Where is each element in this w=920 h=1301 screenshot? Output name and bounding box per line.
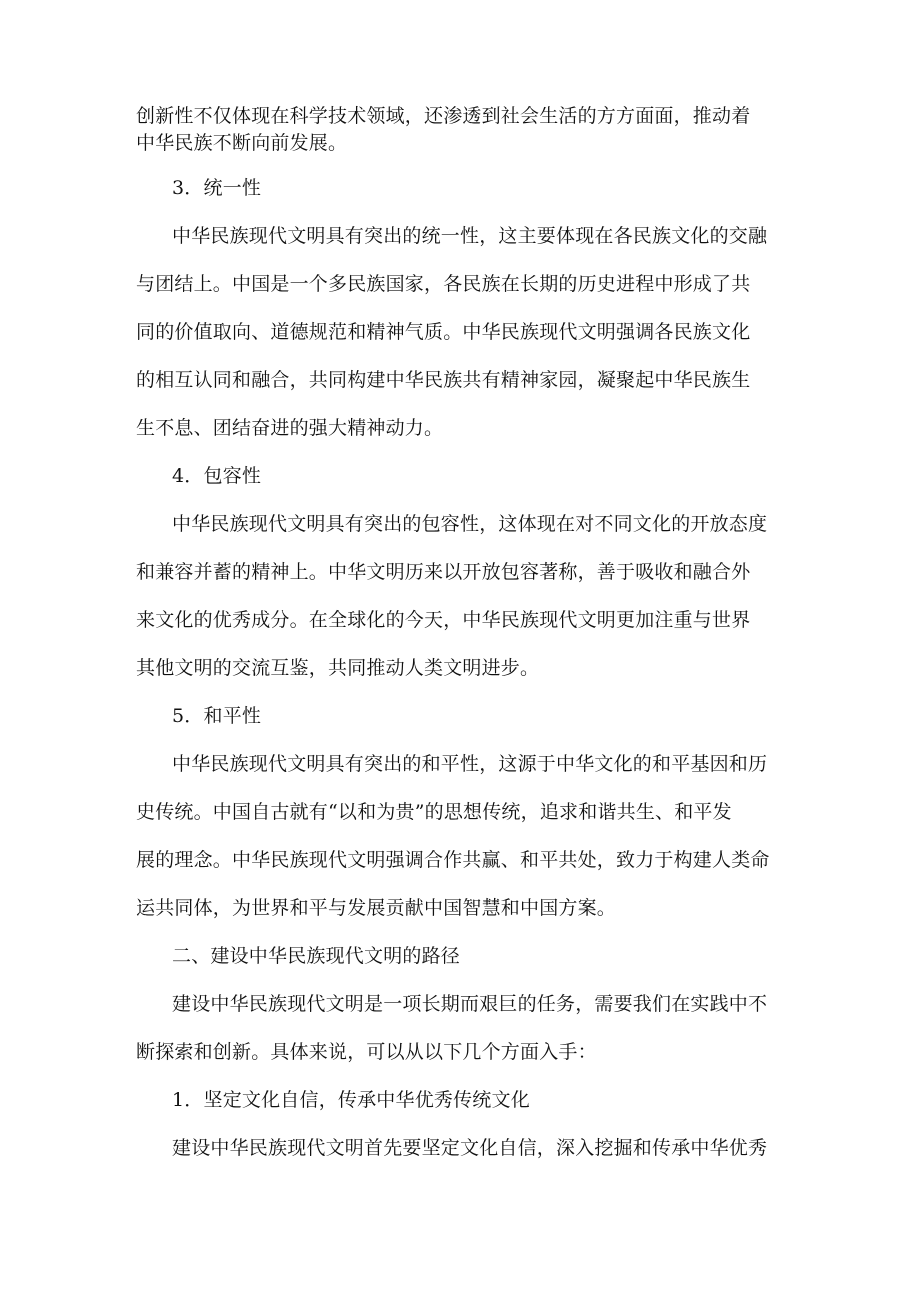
paragraph-line: 中华民族现代文明具有突出的包容性，这体现在对不同文化的开放态度 [172, 513, 768, 535]
section-heading: 5．和平性 [172, 705, 262, 727]
paragraph-line: 中华民族现代文明具有突出的统一性，这主要体现在各民族文化的交融 [172, 225, 768, 247]
paragraph-line: 运共同体，为世界和平与发展贡献中国智慧和中国方案。 [136, 897, 617, 919]
paragraph-line: 和兼容并蓄的精神上。中华文明历来以开放包容著称，善于吸收和融合外 [136, 561, 751, 583]
paragraph-line: 的相互认同和融合，共同构建中华民族共有精神家园，凝聚起中华民族生 [136, 369, 751, 391]
paragraph-line: 与团结上。中国是一个多民族国家，各民族在长期的历史进程中形成了共 [136, 273, 751, 295]
section-heading: 二、建设中华民族现代文明的路径 [172, 945, 461, 967]
paragraph-line: 来文化的优秀成分。在全球化的今天，中华民族现代文明更加注重与世界 [136, 609, 751, 631]
paragraph-line: 中华民族不断向前发展。 [136, 132, 348, 154]
section-heading: 1．坚定文化自信，传承中华优秀传统文化 [172, 1089, 530, 1111]
section-heading: 4．包容性 [172, 465, 262, 487]
paragraph-line: 同的价值取向、道德规范和精神气质。中华民族现代文明强调各民族文化 [136, 321, 751, 343]
paragraph-line: 展的理念。中华民族现代文明强调合作共赢、和平共处，致力于构建人类命 [136, 849, 770, 871]
paragraph-line: 建设中华民族现代文明是一项长期而艰巨的任务，需要我们在实践中不 [172, 993, 768, 1015]
paragraph-line: 生不息、团结奋进的强大精神动力。 [136, 417, 444, 439]
paragraph-line: 建设中华民族现代文明首先要坚定文化自信，深入挖掘和传承中华优秀 [172, 1137, 768, 1159]
paragraph-line: 史传统。中国自古就有“以和为贵”的思想传统，追求和谐共生、和平发 [136, 801, 732, 823]
paragraph-line: 断探索和创新。具体来说，可以从以下几个方面入手： [136, 1041, 597, 1063]
paragraph-line: 其他文明的交流互鉴，共同推动人类文明进步。 [136, 657, 540, 679]
paragraph-line: 创新性不仅体现在科学技术领域，还渗透到社会生活的方方面面，推动着 [136, 105, 751, 127]
paragraph-line: 中华民族现代文明具有突出的和平性，这源于中华文化的和平基因和历 [172, 753, 768, 775]
section-heading: 3．统一性 [172, 177, 262, 199]
